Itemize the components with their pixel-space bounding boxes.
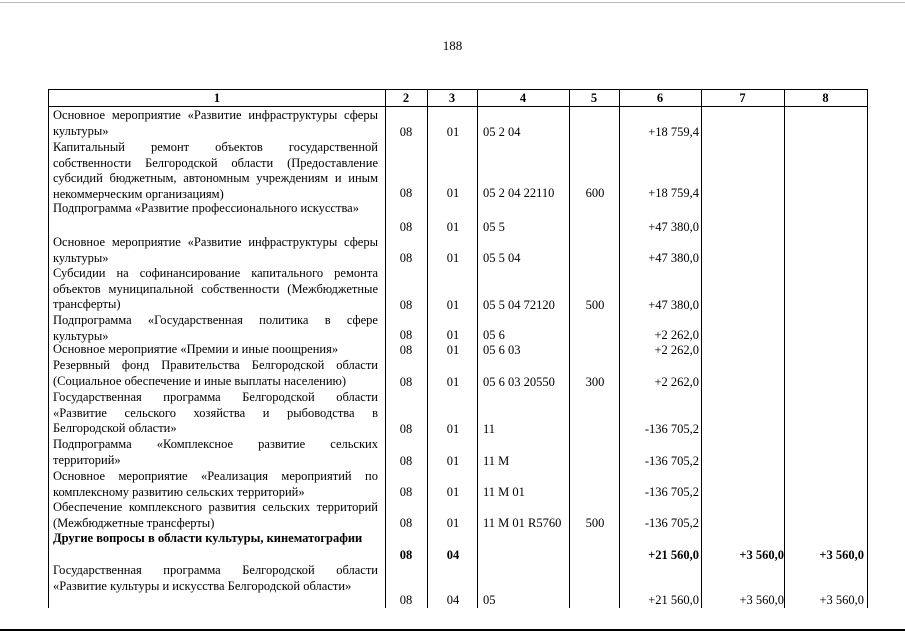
row-c2-value: 08 — [399, 485, 413, 499]
row-c7-value: +3 560,0 — [739, 593, 784, 607]
row-c3-value: 01 — [446, 454, 460, 468]
row-description: Подпрограмма «Комплексное развитие сельских территорий» — [53, 437, 378, 467]
row-c2-value: 08 — [399, 328, 413, 342]
table-row — [49, 342, 867, 358]
row-c6-value: +18 759,4 — [648, 186, 699, 200]
row-c4-value: 05 — [483, 593, 496, 607]
row-c6-value: -136 705,2 — [644, 422, 699, 436]
row-c5-value: 300 — [585, 375, 605, 389]
row-c3-value: 01 — [446, 186, 460, 200]
top-edge-rule — [0, 2, 905, 3]
row-c3-value: 01 — [446, 485, 460, 499]
table-row — [49, 201, 867, 235]
row-c6-value: -136 705,2 — [644, 485, 699, 499]
row-c4-value: 05 6 03 20550 — [483, 375, 555, 389]
row-description: Субсидии на софинансирование капитального ремонта объектов муниципальной собственности (Межбюджетные трансферты) — [53, 266, 378, 311]
row-c5-value: 600 — [585, 186, 605, 200]
row-description: Подпрограмма «Государственная политика в сфере культуры» — [53, 313, 378, 343]
row-c6-value: +47 380,0 — [648, 298, 699, 312]
row-c2-value: 08 — [399, 593, 413, 607]
row-c4-value: 11 М 01 — [483, 485, 525, 499]
row-c3-value: 01 — [446, 125, 460, 139]
row-c5-value: 500 — [585, 516, 605, 530]
table-header-row — [49, 90, 867, 107]
row-c6-value: -136 705,2 — [644, 516, 699, 530]
row-description: Государственная программа Белгородской области «Развитие сельского хозяйства и рыбоводства в Белгородской области» — [53, 390, 378, 435]
row-c7-value: +3 560,0 — [739, 548, 784, 562]
row-description: Другие вопросы в области культуры, кинематографии — [53, 531, 363, 545]
row-c2-value: 08 — [399, 220, 413, 234]
header-col-2: 2 — [402, 91, 410, 105]
row-c4-value: 05 5 04 72120 — [483, 298, 555, 312]
row-c4-value: 11 — [483, 422, 496, 436]
row-c4-value: 05 6 03 — [483, 343, 521, 357]
row-description: Основное мероприятие «Развитие инфраструктуры сферы культуры» — [53, 108, 378, 138]
row-c4-value: 05 5 — [483, 220, 505, 234]
table-row — [49, 563, 867, 608]
header-col-5: 5 — [590, 91, 598, 105]
table-row — [49, 140, 867, 201]
row-description: Основное мероприятие «Развитие инфраструктуры сферы культуры» — [53, 235, 378, 265]
row-c6-value: +21 560,0 — [648, 593, 699, 607]
table-row — [49, 531, 867, 563]
row-c2-value: 08 — [399, 422, 413, 436]
row-c2-value: 08 — [399, 251, 413, 265]
row-c6-value: +47 380,0 — [648, 220, 699, 234]
row-c3-value: 01 — [446, 328, 460, 342]
header-col-4: 4 — [519, 91, 527, 105]
row-description: Государственная программа Белгородской области «Развитие культуры и искусства Белгородской области» — [53, 563, 378, 593]
header-col-3: 3 — [448, 91, 456, 105]
row-c4-value: 05 6 — [483, 328, 505, 342]
row-c6-value: +2 262,0 — [654, 328, 699, 342]
row-c6-value: +21 560,0 — [648, 548, 699, 562]
table-row — [49, 235, 867, 266]
table-row — [49, 108, 867, 140]
budget-table — [48, 89, 868, 608]
table-row — [49, 500, 867, 531]
table-row — [49, 266, 867, 313]
table-row — [49, 390, 867, 437]
row-c3-value: 01 — [446, 375, 460, 389]
header-col-7: 7 — [739, 91, 746, 105]
header-col-8: 8 — [822, 91, 829, 105]
row-c2-value: 08 — [399, 516, 413, 530]
table-row — [49, 437, 867, 469]
row-c4-value: 05 5 04 — [483, 251, 521, 265]
row-c8-value: +3 560,0 — [819, 548, 864, 562]
row-description: Обеспечение комплексного развития сельских территорий (Межбюджетные трансферты) — [53, 500, 378, 530]
row-c8-value: +3 560,0 — [819, 593, 864, 607]
bottom-edge-rule — [0, 629, 905, 631]
row-c2-value: 08 — [399, 548, 413, 562]
row-description: Подпрограмма «Развитие профессионального искусства» — [53, 201, 359, 215]
header-col-6: 6 — [656, 91, 664, 105]
row-c3-value: 01 — [446, 516, 460, 530]
row-c4-value: 05 2 04 — [483, 125, 521, 139]
row-c3-value: 01 — [446, 422, 460, 436]
header-col-1: 1 — [213, 91, 221, 105]
row-description: Основное мероприятие «Реализация мероприятий по комплексному развитию сельских территорий» — [53, 469, 378, 499]
row-c4-value: 11 М 01 R5760 — [483, 516, 562, 530]
row-c3-value: 04 — [446, 593, 460, 607]
row-c6-value: -136 705,2 — [644, 454, 699, 468]
row-c6-value: +2 262,0 — [654, 375, 699, 389]
row-c2-value: 08 — [399, 125, 413, 139]
row-c2-value: 08 — [399, 186, 413, 200]
row-c2-value: 08 — [399, 375, 413, 389]
row-c6-value: +2 262,0 — [654, 343, 699, 357]
row-c3-value: 01 — [446, 298, 460, 312]
row-c6-value: +18 759,4 — [648, 125, 699, 139]
row-c5-value: 500 — [585, 298, 605, 312]
row-description: Основное мероприятие «Премии и иные поощрения» — [53, 342, 339, 356]
row-c4-value: 11 М — [483, 454, 510, 468]
row-description: Капитальный ремонт объектов государственной собственности Белгородской области (Предоставление субсидий бюджетным, автономным учреждениям и иным некоммерческим организациям) — [53, 140, 378, 201]
table-row — [49, 469, 867, 500]
table-row — [49, 358, 867, 390]
row-c3-value: 01 — [446, 251, 460, 265]
table-row — [49, 313, 867, 342]
row-c3-value: 04 — [446, 548, 460, 562]
page-number: 188 — [442, 38, 463, 53]
row-c2-value: 08 — [399, 454, 413, 468]
row-c3-value: 01 — [446, 343, 460, 357]
row-description: Резервный фонд Правительства Белгородской области (Социальное обеспечение и иные выплаты населению) — [53, 358, 378, 388]
row-c4-value: 05 2 04 22110 — [483, 186, 555, 200]
row-c6-value: +47 380,0 — [648, 251, 699, 265]
row-c2-value: 08 — [399, 298, 413, 312]
row-c2-value: 08 — [399, 343, 413, 357]
row-c3-value: 01 — [446, 220, 460, 234]
